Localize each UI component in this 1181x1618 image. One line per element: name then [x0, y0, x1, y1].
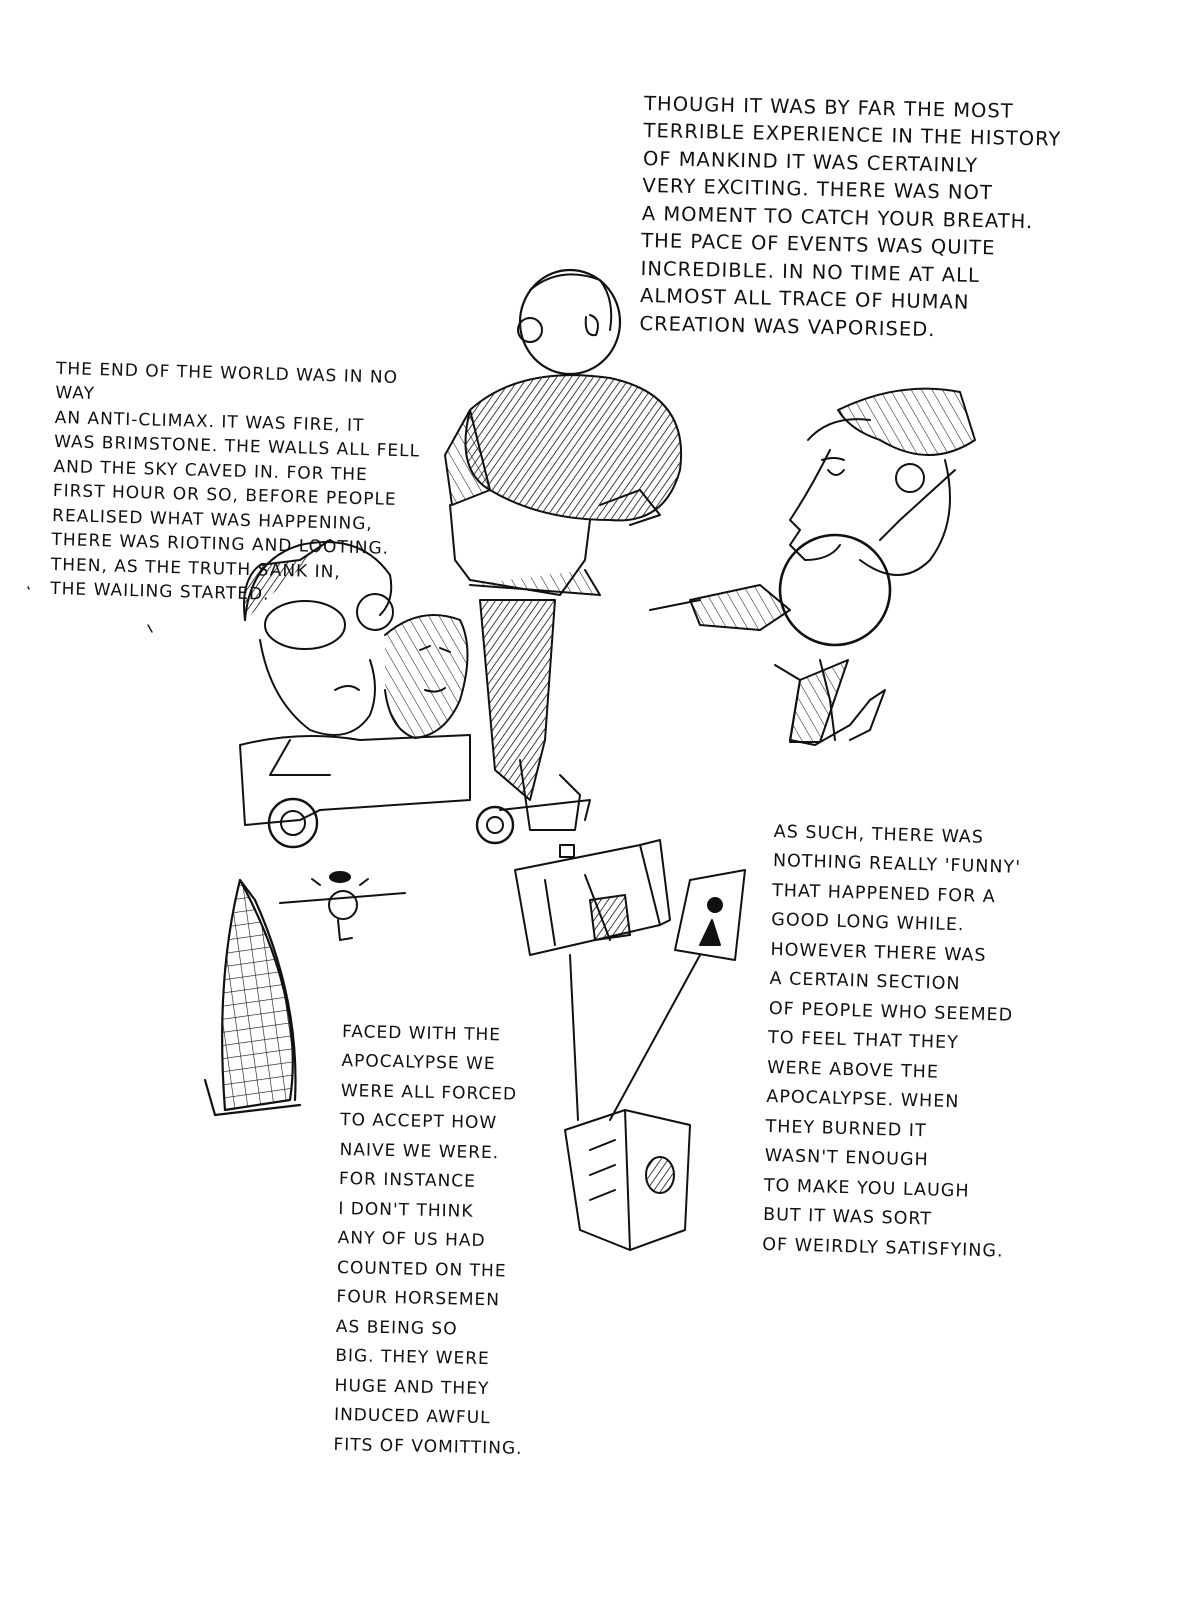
- caption-above-apocalypse: [761, 788, 1075, 1298]
- cap-figure-sketch: [650, 389, 975, 745]
- caption-text: AS SUCH, THERE WAS NOTHING REALLY 'FUNNY' THAT HAPPENED FOR A GOOD LONG WHILE. HOWEVER THERE WAS A CERTAIN SECTION OF PEOPLE WHO SEEMED TO FEEL THAT THEY WERE ABOVE THE APOCALYPSE. WHEN THEY BURNED IT WASN'T ENOUGH TO MAKE YOU LAUGH BUT IT WAS SORT OF WEIRDLY SATISFYING.: [761, 821, 1022, 1262]
- caption-four-horsemen: [332, 988, 562, 1494]
- caption-vaporised: [639, 62, 1181, 376]
- caption-text: THE END OF THE WORLD WAS IN NO WAY AN ANTI-CLIMAX. IT WAS FIRE, IT WAS BRIMSTONE. THE WALLS ALL FELL AND THE SKY CAVED IN. FOR THE FIRST HOUR OR SO, BEFORE PEOPLE REALISED WHAT WAS HAPPENING, THERE WAS RIOTING AND LOOTING. THEN, AS THE TRUTH SANK IN, THE WAILING STARTED.: [50, 358, 421, 605]
- caption-text: THOUGH IT WAS BY FAR THE MOST TERRIBLE EXPERIENCE IN THE HISTORY OF MANKIND IT WAS CERTAINLY VERY EXCITING. THERE WAS NOT A MOMENT TO CATCH YOUR BREATH. THE PACE OF EVENTS WAS QUITE INCREDIBLE. IN NO TIME AT ALL ALMOST ALL TRACE OF HUMAN CREATION WAS VAPORISED.: [639, 91, 1062, 341]
- propeller-figure-sketch: [280, 872, 405, 940]
- caption-end-of-world: [49, 332, 437, 636]
- caption-text: FACED WITH THE APOCALYPSE WE WERE ALL FORCED TO ACCEPT HOW NAIVE WE WERE. FOR INSTANCE I DON'T THINK ANY OF US HAD COUNTED ON THE FOUR HORSEMEN AS BEING SO BIG. THEY WERE HUGE AND THEY INDUCED AWFUL FITS OF VOMITTING.: [333, 1021, 523, 1459]
- grid-tower-sketch: [205, 880, 300, 1115]
